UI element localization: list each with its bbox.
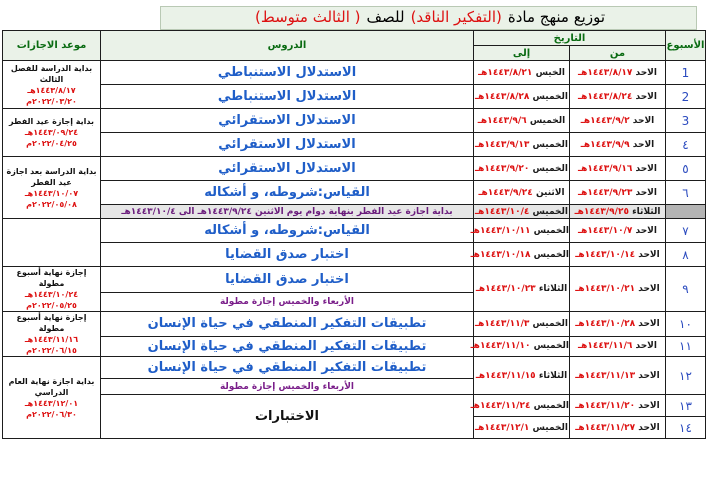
lesson: القياس:شروطه، و أشكاله (101, 181, 474, 205)
week-number: ٤ (666, 133, 706, 157)
week-number: ١٣ (666, 395, 706, 417)
date-to: الخميس ١٤٤٣/٩/٦هـ (474, 109, 570, 133)
date-to: الاثنين ١٤٤٣/٩/٢٤هـ (474, 181, 570, 205)
page-title (170, 6, 690, 28)
break-date-from: الثلاثاء ١٤٤٣/٩/٢٥هـ (570, 205, 666, 219)
lesson: تطبيقات التفكير المنطقي في حياة الإنسان (101, 312, 474, 337)
date-from: الاحد ١٤٤٣/١١/٢٧هـ (570, 417, 666, 439)
date-to: الخميس ١٤٤٣/١٢/١هـ (474, 417, 570, 439)
table-row (3, 395, 706, 417)
date-to: الخميس ١٤٤٣/١١/٢٤هـ (474, 395, 570, 417)
holiday-empty (3, 219, 101, 267)
date-to: الخميس ١٤٤٣/١١/٣هـ (474, 312, 570, 337)
table-row (3, 267, 706, 293)
lesson: اختبار صدق القضايا (101, 267, 474, 293)
week-number: ١٠ (666, 312, 706, 337)
date-to: الخميس ١٤٤٣/١٠/١١هـ (474, 219, 570, 243)
holiday-note: إجازة نهاية أسبوع مطولة ١٤٤٣/١٠/٢٤هـ ٢٠٢٢/٠٥/٢٥م (3, 267, 101, 312)
header-date: التاريخ (474, 31, 666, 46)
break-week-cell (666, 205, 706, 219)
date-from: الاحد ١٤٤٣/١٠/٢١هـ (570, 267, 666, 312)
exams-label: الاختبارات (101, 395, 474, 439)
week-number: 1 (666, 61, 706, 85)
week-number: ٥ (666, 157, 706, 181)
table-row (3, 312, 706, 337)
date-from: الاحد ١٤٤٣/٩/٩هـ (570, 133, 666, 157)
break-note: بداية اجازة عيد الفطر بنهاية دوام يوم الاثنين ١٤٤٣/٩/٢٤هـ الى ١٤٤٣/١٠/٤هـ (101, 205, 474, 219)
title-grade: ( الثالث متوسط) (254, 8, 361, 26)
date-to: الثلاثاء ١٤٤٣/١٠/٢٣هـ (474, 267, 570, 312)
table-row (3, 336, 706, 356)
date-to: الخميس ١٤٤٣/١١/١٠هـ (474, 336, 570, 356)
table-row (3, 219, 706, 243)
lesson: تطبيقات التفكير المنطقي في حياة الإنسان (101, 357, 474, 379)
week-number: 2 (666, 85, 706, 109)
title-subject: (التفكير الناقد) (410, 8, 502, 26)
header-from: من (570, 46, 666, 61)
table-row (3, 243, 706, 267)
lesson: اختبار صدق القضايا (101, 243, 474, 267)
header-holidays: موعد الاجازات (3, 31, 101, 61)
date-from: الاحد ١٤٤٣/١٠/١٤هـ (570, 243, 666, 267)
holiday-note: بداية الدراسة بعد اجازة عيد الفطر ١٤٤٣/١٠/٠٧هـ ٢٠٢٢/٠٥/٠٨م (3, 157, 101, 219)
title-prefix: توزيع منهج مادة (507, 8, 606, 26)
schedule-table (2, 30, 706, 439)
week-number: ٦ (666, 181, 706, 205)
table-row (3, 133, 706, 157)
date-from: الاحد ١٤٤٣/٨/٢٤هـ (570, 85, 666, 109)
table-row (3, 357, 706, 379)
lesson-note: الأربعاء والخميس إجازة مطولة (101, 293, 474, 312)
lesson: تطبيقات التفكير المنطقي في حياة الإنسان (101, 336, 474, 356)
week-number: ١١ (666, 336, 706, 356)
date-from: الاحد ١٤٤٣/١١/٦هـ (570, 336, 666, 356)
lesson: الاستدلال الاستنباطي (101, 61, 474, 85)
lesson: الاستدلال الاستنباطي (101, 85, 474, 109)
table-row (3, 61, 706, 85)
table-row (3, 85, 706, 109)
date-to: الخميس ١٤٤٣/٩/١٣هـ (474, 133, 570, 157)
date-from: الاحد ١٤٤٣/٩/٢هـ (570, 109, 666, 133)
date-from: الاحد ١٤٤٣/١١/٢٠هـ (570, 395, 666, 417)
week-number: ١٢ (666, 357, 706, 395)
title-grade-label: للصف (366, 8, 405, 26)
header-week: الأسبوع (666, 31, 706, 61)
lesson-note: الأربعاء والخميس إجازة مطولة (101, 379, 474, 395)
date-from: الاحد ١٤٤٣/٩/٢٣هـ (570, 181, 666, 205)
date-from: الاحد ١٤٤٣/٨/١٧هـ (570, 61, 666, 85)
lesson: الاستدلال الاستقرائي (101, 109, 474, 133)
table-row (3, 109, 706, 133)
holiday-note: بداية الدراسة للفصل الثالث ١٤٤٣/٨/١٧هـ ٢٠٢٢/٠٣/٢٠م (3, 61, 101, 109)
week-number: ٧ (666, 219, 706, 243)
break-row (3, 205, 706, 219)
week-number: ١٤ (666, 417, 706, 439)
lesson: القياس:شروطه، و أشكاله (101, 219, 474, 243)
date-from: الاحد ١٤٤٣/١٠/٢٨هـ (570, 312, 666, 337)
header-lessons: الدروس (101, 31, 474, 61)
date-to: الثلاثاء ١٤٤٣/١١/١٥هـ (474, 357, 570, 395)
holiday-note: بداية اجازة نهاية العام الدراسي ١٤٤٣/١٢/٠١هـ ٢٠٢٢/٠٦/٣٠م (3, 357, 101, 439)
week-number: 3 (666, 109, 706, 133)
table-row (3, 181, 706, 205)
date-from: الاحد ١٤٤٣/١١/١٣هـ (570, 357, 666, 395)
date-from: الاحد ١٤٤٣/٩/١٦هـ (570, 157, 666, 181)
date-to: الخميس ١٤٤٣/٨/٢٨هـ (474, 85, 570, 109)
lesson: الاستدلال الاستقرائي (101, 133, 474, 157)
header-to: إلى (474, 46, 570, 61)
week-number: ٨ (666, 243, 706, 267)
holiday-note: إجازة نهاية أسبوع مطولة ١٤٤٣/١١/١٦هـ ٢٠٢٢/٠٦/١٥م (3, 312, 101, 357)
date-to: الخميس ١٤٤٣/٩/٢٠هـ (474, 157, 570, 181)
table-row (3, 157, 706, 181)
holiday-note: بداية إجازة عيد الفطر ١٤٤٣/٠٩/٢٤هـ ٢٠٢٢/٠٤/٢٥م (3, 109, 101, 157)
break-date-to: الخميس ١٤٤٣/١٠/٤هـ (475, 206, 568, 217)
date-to: الخميس ١٤٤٣/١٠/١٨هـ (474, 243, 570, 267)
lesson: الاستدلال الاستقرائي (101, 157, 474, 181)
date-to: الخيس ١٤٤٣/٨/٢١هـ (474, 61, 570, 85)
date-from: الاحد ١٤٤٣/١٠/٧هـ (570, 219, 666, 243)
week-number: ٩ (666, 267, 706, 312)
